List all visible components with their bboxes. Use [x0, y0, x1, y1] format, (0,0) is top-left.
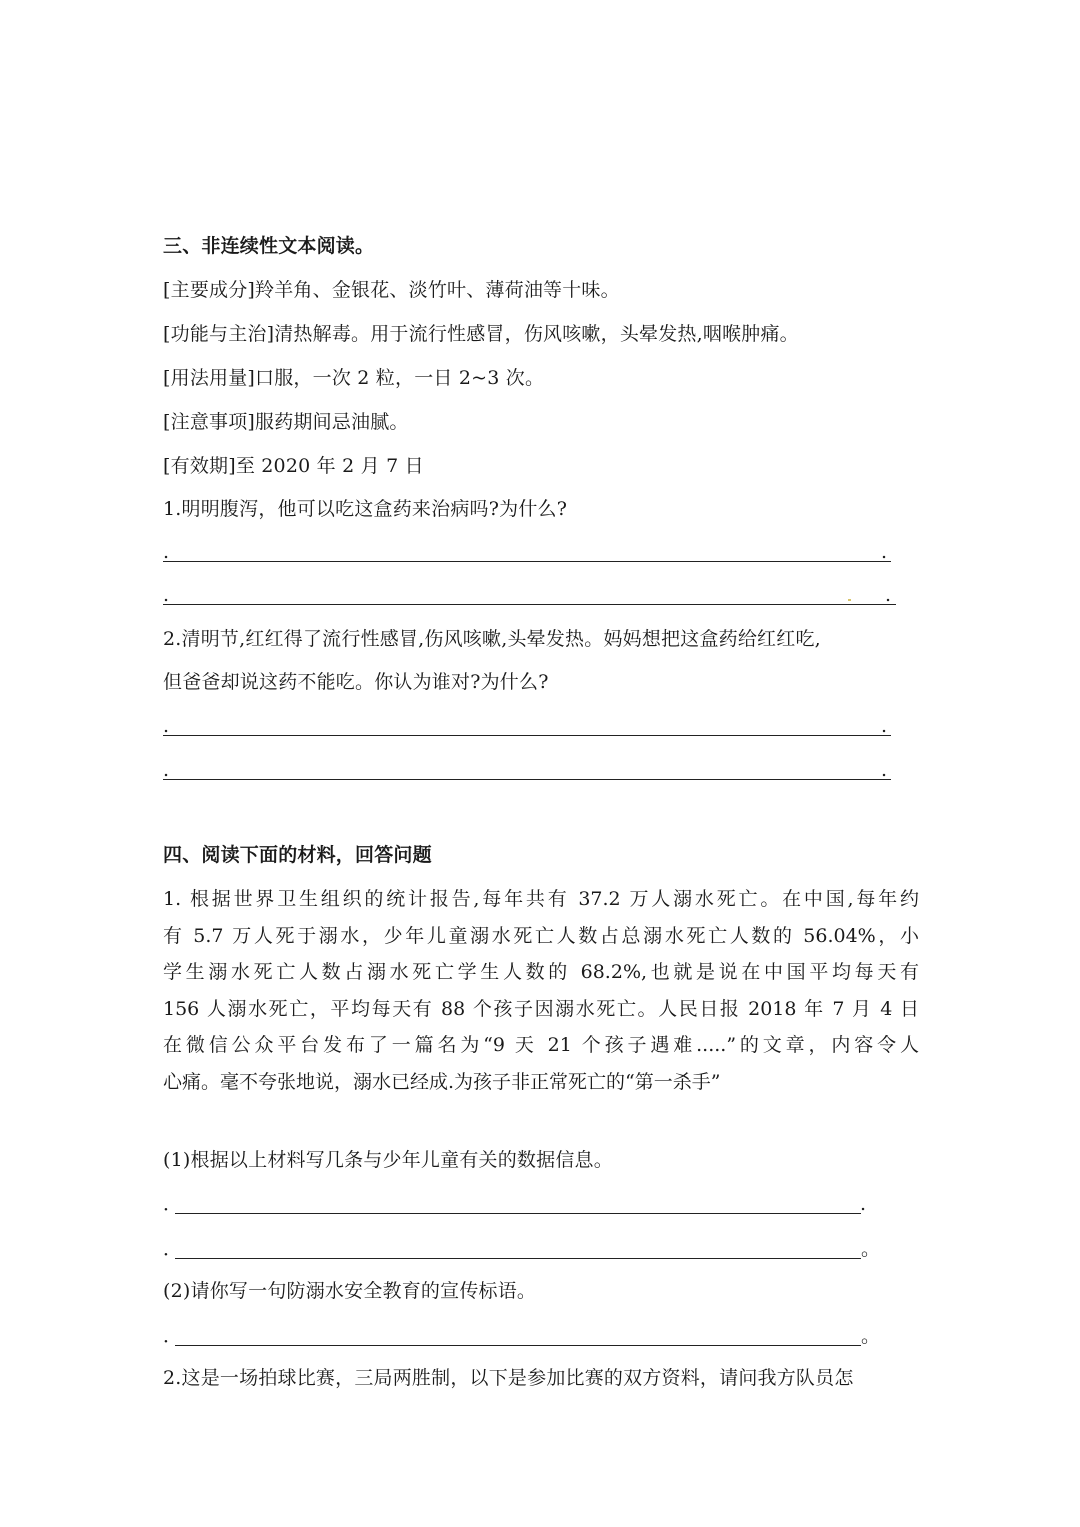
answer-line-4-1c[interactable] — [163, 1324, 883, 1348]
answer-line-3-2a[interactable] — [163, 714, 903, 738]
subquestion-4-1-1: (1)根据以上材料写几条与少年儿童有关的数据信息。 — [163, 1149, 613, 1171]
answer-rule — [163, 779, 891, 780]
answer-line-3-1a[interactable] — [163, 540, 903, 564]
question-4-2: 2.这是一场拍球比赛，三局两胜制，以下是参加比赛的双方资料，请问我方队员怎 — [163, 1367, 854, 1389]
answer-start-dot: . — [163, 584, 170, 606]
answer-end-dot: . — [881, 715, 888, 737]
answer-rule — [163, 604, 896, 605]
answer-line-3-2b[interactable] — [163, 758, 903, 782]
answer-start-dot: . — [163, 759, 170, 781]
passage-line: 心痛。毫不夸张地说，溺水已经成.为孩子非正常死亡的“第一杀手” — [163, 1070, 721, 1093]
answer-end-dot: . — [885, 584, 892, 606]
answer-line-4-1b[interactable] — [163, 1237, 883, 1261]
label-precautions: [注意事项]服药期间忌油腻。 — [163, 411, 409, 433]
answer-start-dot: ． — [163, 1238, 183, 1260]
label-expiry: [有效期]至 2020 年 2 月 7 日 — [163, 455, 424, 477]
label-dosage: [用法用量]口服，一次 2 粒，一日 2~3 次。 — [163, 367, 545, 389]
answer-start-dot: . — [163, 715, 170, 737]
question-3-1: 1.明明腹泻，他可以吃这盒药来治病吗?为什么? — [163, 498, 568, 520]
answer-rule — [175, 1258, 861, 1259]
answer-end-period: 。 — [861, 1238, 881, 1260]
answer-end-dot: . — [860, 1193, 867, 1215]
passage-line: 1. 根据世界卫生组织的统计报告,每年共有 37.2 万人溺水死亡。在中国,每年约 — [163, 888, 919, 910]
label-indications: [功能与主治]清热解毒。用于流行性感冒，伤风咳嗽，头晕发热,咽喉肿痛。 — [163, 323, 799, 345]
passage-line: 有 5.7 万人死于溺水，少年儿童溺水死亡人数占总溺水死亡人数的 56.04%，小 — [163, 924, 919, 947]
answer-line-3-1b[interactable] — [163, 583, 903, 607]
answer-end-dot: . — [881, 759, 888, 781]
passage-drowning — [163, 881, 919, 1101]
question-3-2-line2: 但爸爸却说这药不能吃。你认为谁对?为什么? — [163, 671, 549, 693]
answer-rule — [163, 561, 891, 562]
answer-rule — [175, 1213, 861, 1214]
answer-start-dot: ． — [163, 1325, 183, 1347]
answer-end-period: 。 — [861, 1325, 881, 1347]
answer-end-dot: . — [881, 541, 888, 563]
question-3-2-line1: 2.清明节,红红得了流行性感冒,伤风咳嗽,头晕发热。妈妈想把这盒药给红红吃, — [163, 628, 821, 650]
answer-rule — [175, 1345, 861, 1346]
answer-rule — [163, 735, 891, 736]
passage-line: 学生溺水死亡人数占溺水死亡学生人数的 68.2%,也就是说在中国平均每天有 — [163, 961, 919, 984]
answer-line-4-1a[interactable] — [163, 1192, 883, 1216]
section-3-title: 三、非连续性文本阅读。 — [163, 235, 375, 257]
section-4-title: 四、阅读下面的材料，回答问题 — [163, 844, 432, 866]
answer-start-dot: . — [163, 541, 170, 563]
passage-line: 在微信公众平台发布了一篇名为“9 天 21 个孩子遇难.....”的文章，内容令人 — [163, 1034, 919, 1057]
subquestion-4-1-2: (2)请你写一句防溺水安全教育的宣传标语。 — [163, 1280, 537, 1302]
scan-speck — [848, 599, 851, 601]
answer-start-dot: ． — [163, 1193, 183, 1215]
label-ingredients: [主要成分]羚羊角、金银花、淡竹叶、薄荷油等十味。 — [163, 279, 620, 301]
passage-line: 156 人溺水死亡，平均每天有 88 个孩子因溺水死亡。人民日报 2018 年 7 月 4 日 — [163, 997, 919, 1020]
